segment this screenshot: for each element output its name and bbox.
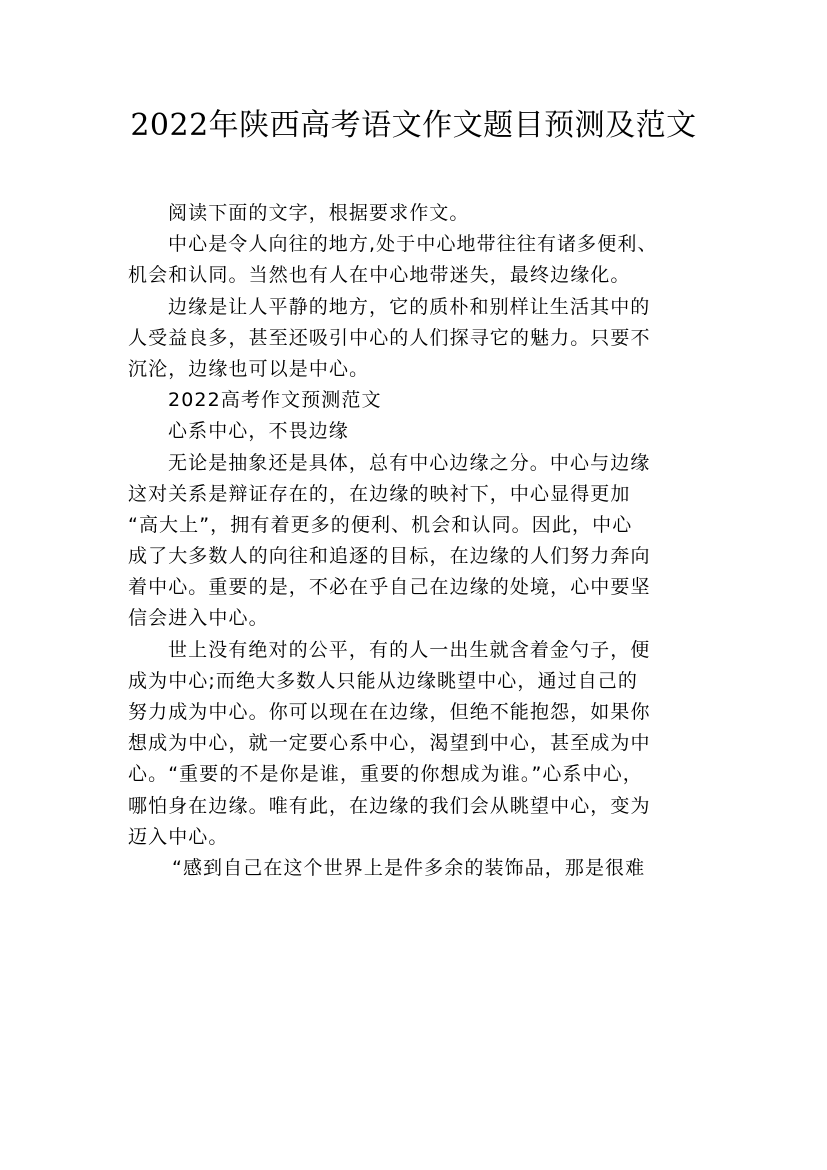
paragraph-line: 无论是抽象还是具体，总有中心边缘之分。中心与边缘: [168, 451, 651, 474]
document-body: [128, 198, 704, 884]
paragraph-line: 迈入中心。: [128, 825, 229, 848]
paragraph-line: 信会进入中心。: [128, 607, 269, 630]
paragraph-line: 机会和认同。当然也有人在中心地带迷失，最终边缘化。: [128, 264, 631, 287]
paragraph-line: 这对关系是辩证存在的，在边缘的映衬下，中心显得更加: [128, 482, 631, 505]
paragraph-line: 哪怕身在边缘。唯有此，在边缘的我们会从眺望中心，变为: [128, 794, 651, 817]
paragraph-line: “高大上”，拥有着更多的便利、机会和认同。因此，中心: [128, 513, 633, 536]
document-title: 2022年陕西高考语文作文题目预测及范文: [130, 108, 697, 143]
paragraph-line: 成为中心;而绝大多数人只能从边缘眺望中心，通过自己的: [128, 669, 639, 692]
paragraph-line: “感到自己在这个世界上是件多余的装饰品，那是很难: [172, 856, 646, 879]
section-heading: 2022高考作文预测范文: [168, 389, 382, 412]
paragraph-line: 努力成为中心。你可以现在在边缘，但绝不能抱怨，如果你: [128, 701, 651, 723]
paragraph-line: 边缘是让人平静的地方，它的质朴和别样让生活其中的: [168, 295, 651, 318]
essay-title: 心系中心，不畏边缘: [168, 420, 349, 443]
paragraph-line: 中心是令人向往的地方,处于中心地带往往有诸多便利、: [168, 233, 658, 256]
paragraph-line: 沉沦，边缘也可以是中心。: [128, 357, 370, 380]
paragraph-line: 阅读下面的文字，根据要求作文。: [168, 202, 470, 224]
paragraph-line: 成了大多数人的向往和追逐的目标，在边缘的人们努力奔向: [128, 545, 651, 568]
paragraph-line: 心。“重要的不是你是谁，重要的你想成为谁。”心系中心，: [128, 763, 643, 786]
paragraph-line: 想成为中心，就一定要心系中心，渴望到中心，甚至成为中: [128, 732, 651, 755]
paragraph-line: 着中心。重要的是，不必在乎自己在边缘的处境，心中要坚: [128, 576, 651, 599]
paragraph-line: 世上没有绝对的公平，有的人一出生就含着金勺子，便: [168, 638, 651, 661]
paragraph-line: 人受益良多，甚至还吸引中心的人们探寻它的魅力。只要不: [128, 326, 651, 349]
